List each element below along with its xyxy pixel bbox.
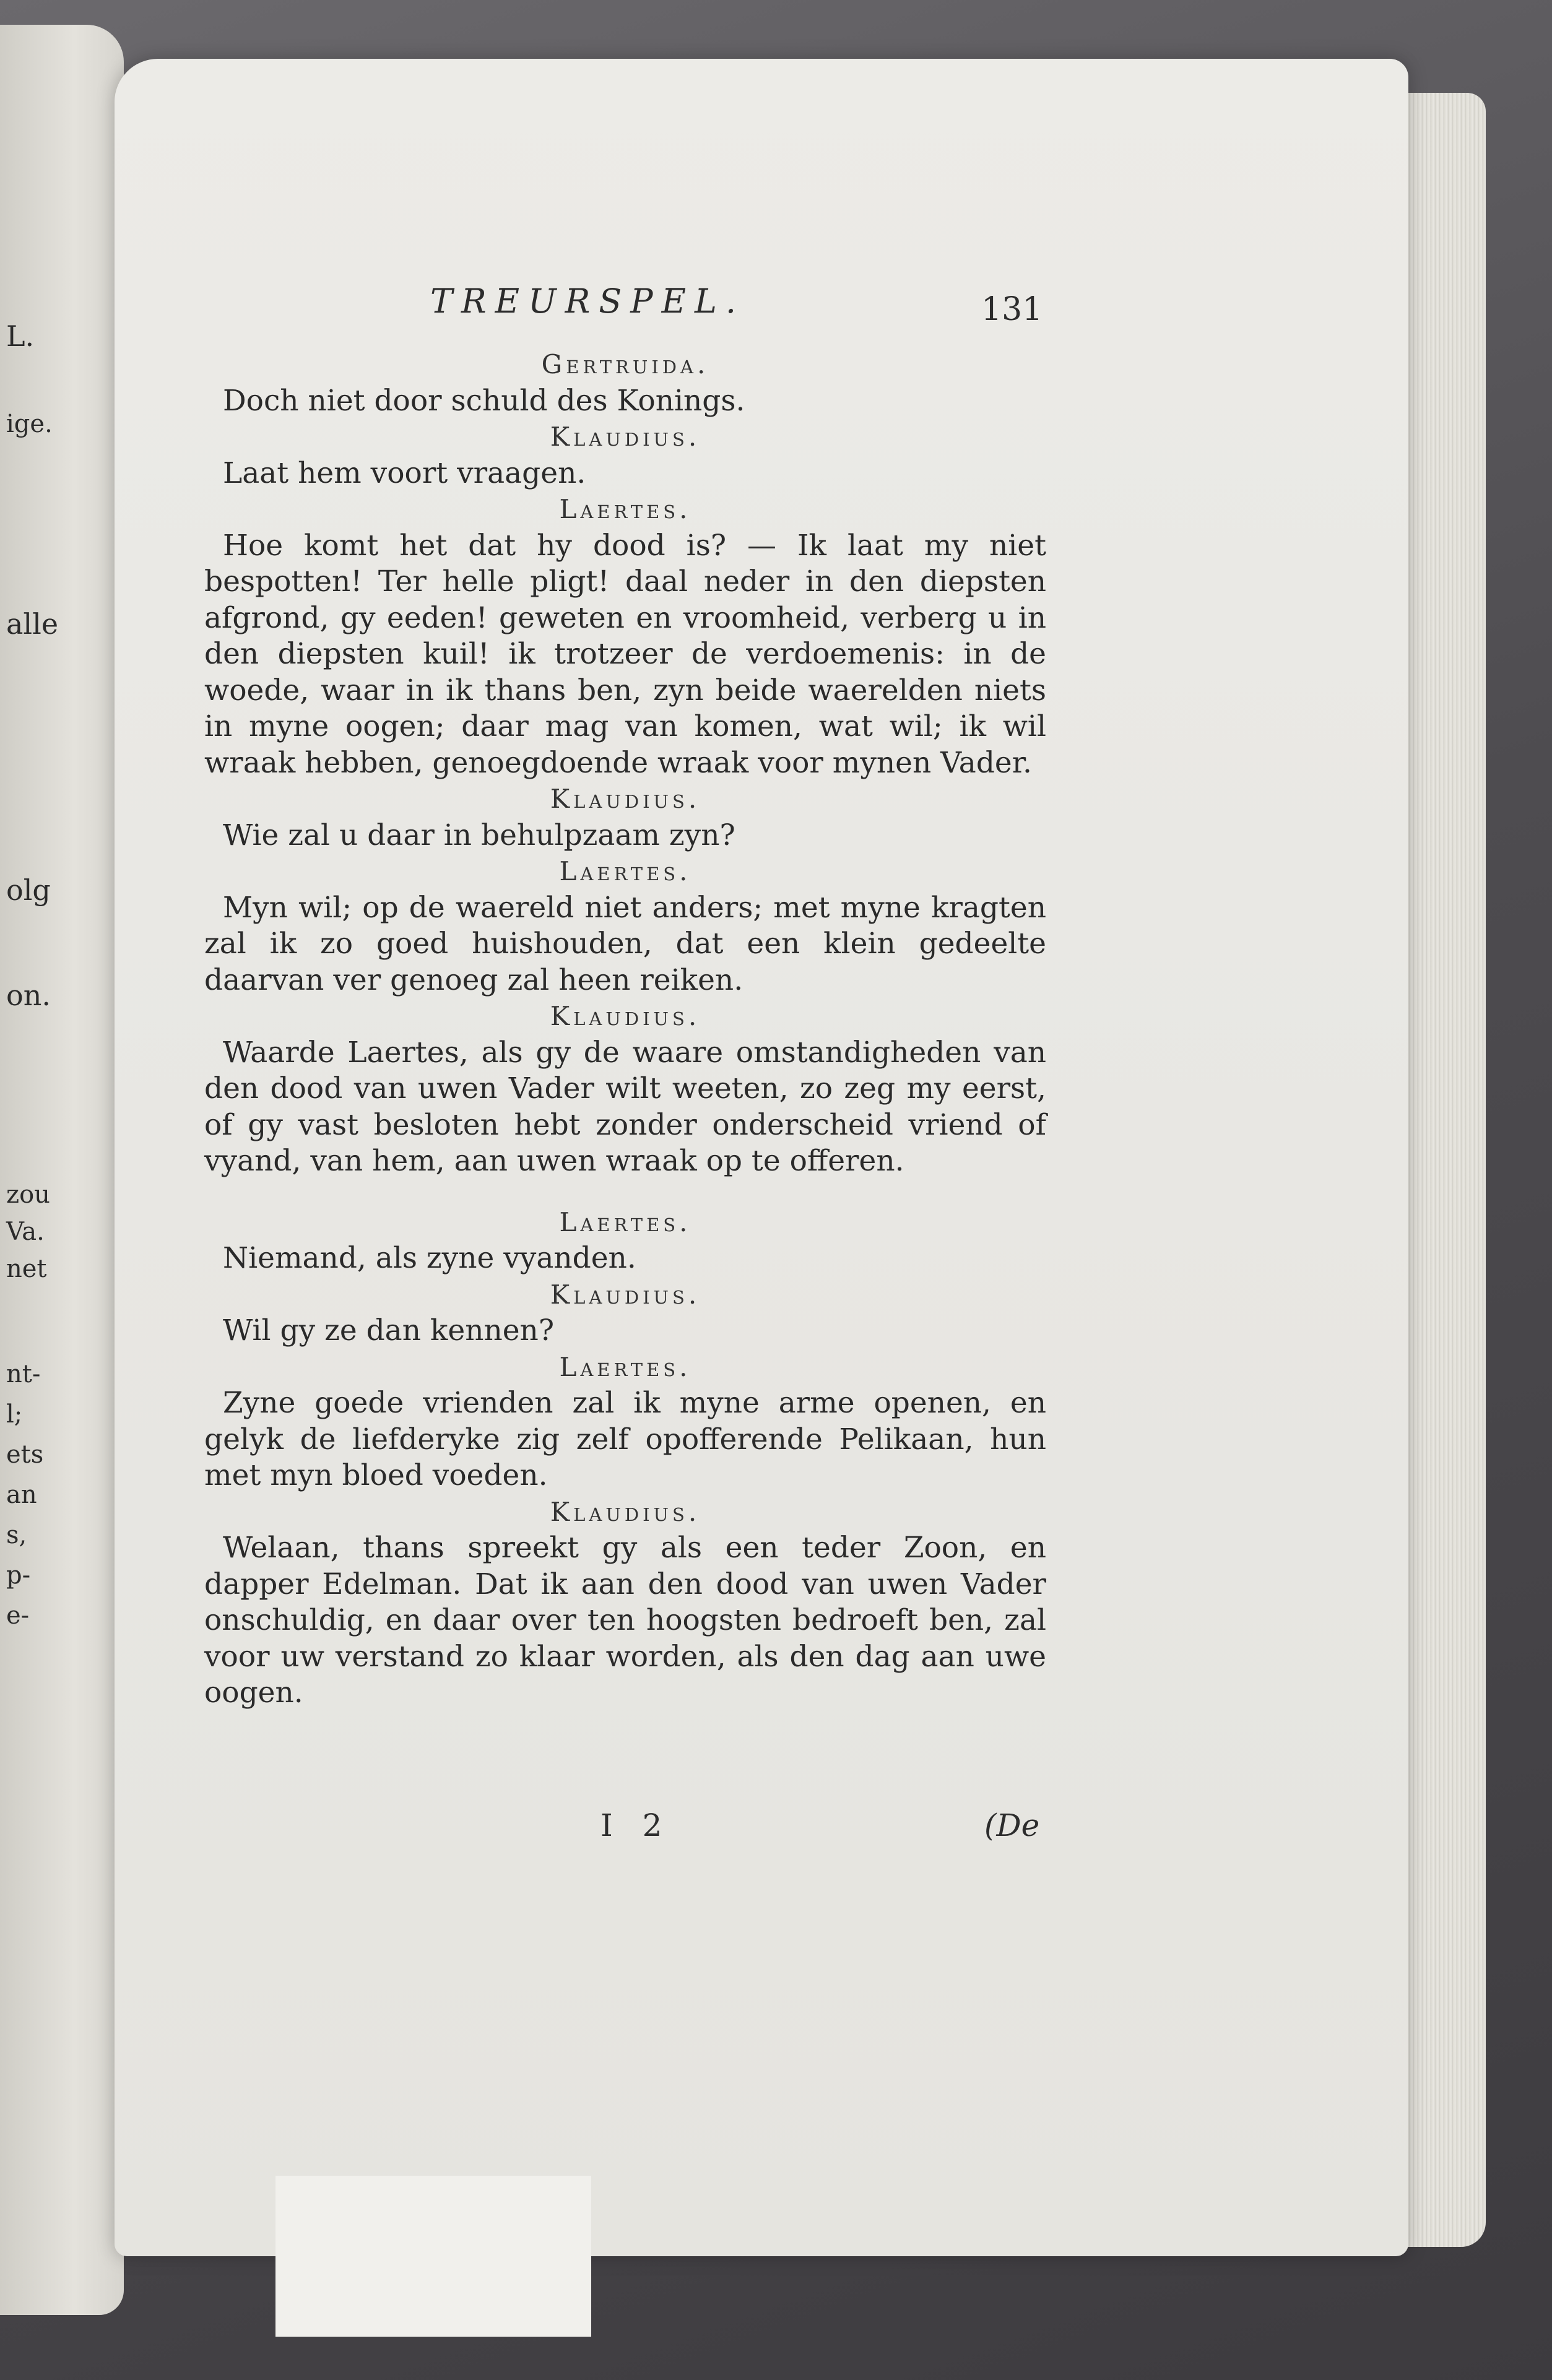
speech [204, 890, 1046, 999]
left-fragment: l; [6, 1400, 23, 1429]
left-fragment: ets [6, 1440, 44, 1469]
speech [204, 383, 1046, 420]
left-fragment: p- [6, 1561, 31, 1590]
speech [204, 1313, 1046, 1349]
speech-text: Laat hem voort vraagen. [223, 456, 586, 490]
speaker-name: Klaudius. [550, 784, 701, 814]
left-fragment: alle [6, 607, 59, 641]
speaker-name: Laertes. [559, 856, 691, 886]
speech [204, 1385, 1046, 1494]
left-fragment: L. [6, 319, 35, 353]
page-number: 131 [981, 291, 1043, 328]
left-fragment: e- [6, 1601, 30, 1630]
speech [204, 1530, 1046, 1711]
speech [204, 456, 1046, 492]
left-fragment: nt- [6, 1360, 41, 1388]
running-title: TREURSPEL. [430, 282, 745, 321]
speech-text: Waarde Laertes, als gy de waare omstandigheden van den dood van uwen Vader wilt weeten, zo zeg my eerst, of gy vast besloten hebt zonder onderscheid vriend of vyand, van hem, aan uwen wraak op te offeren. [204, 1035, 1046, 1178]
left-fragment: net [6, 1255, 47, 1283]
left-fragment: on. [6, 979, 51, 1012]
speaker-name: Klaudius. [550, 422, 701, 452]
left-fragment: an [6, 1481, 37, 1509]
catchword: (De [984, 1807, 1040, 1843]
speech [204, 818, 1046, 854]
speech-text: Myn wil; op de waereld niet anders; met myne kragten zal ik zo goed huishouden, dat een klein gedeelte daarvan ver genoeg zal heen reiken. [204, 890, 1046, 997]
speech [204, 1035, 1046, 1180]
speech-text: Wie zal u daar in behulpzaam zyn? [223, 818, 735, 852]
speech [204, 528, 1046, 782]
left-fragment: olg [6, 873, 51, 907]
left-fragment: zou [6, 1180, 50, 1209]
speech-text: Wil gy ze dan kennen? [223, 1313, 555, 1348]
left-fragment: s, [6, 1521, 27, 1549]
left-page [0, 25, 124, 2315]
dialogue-text [204, 347, 1046, 1711]
speech-text: Doch niet door schuld des Konings. [223, 383, 745, 418]
speaker-name: Laertes. [559, 1206, 691, 1237]
speech-text: Hoe komt het dat hy dood is? — Ik laat my niet bespotten! Ter helle pligt! daal neder in den diepsten afgrond, gy eeden! geweten en vroomheid, verberg u in den diepsten kuil! ik trotzeer de verdoemenis: in de woede, waar in ik thans ben, zyn beide waerelden niets in myne oogen; daar mag van komen, wat wil; ik wil wraak hebben, genoegdoende wraak voor mynen Vader. [204, 528, 1046, 780]
speaker-name: Gertruida. [541, 349, 709, 379]
left-fragment: ige. [6, 410, 53, 438]
speech-text: Welaan, thans spreekt gy als een teder Zoon, en dapper Edelman. Dat ik aan den dood van uwen Vader onschuldig, en daar over ten hoogsten bedroeft ben, zal voor uw verstand zo klaar worden, als den dag aan uwe oogen. [204, 1531, 1046, 1710]
speaker-name: Laertes. [559, 494, 691, 524]
signature-mark: I 2 [600, 1807, 672, 1843]
speech [204, 1240, 1046, 1277]
library-label [275, 2176, 591, 2337]
speaker-name: Laertes. [559, 1351, 691, 1382]
speech-text: Niemand, als zyne vyanden. [223, 1241, 636, 1275]
speaker-name: Klaudius. [550, 1279, 701, 1310]
speech-text: Zyne goede vrienden zal ik myne arme openen, en gelyk de liefderyke zig zelf opofferende Pelikaan, hun met myn bloed voeden. [204, 1386, 1046, 1492]
left-fragment: Va. [6, 1218, 45, 1246]
speaker-name: Klaudius. [550, 1496, 701, 1527]
speaker-name: Klaudius. [550, 1001, 701, 1031]
